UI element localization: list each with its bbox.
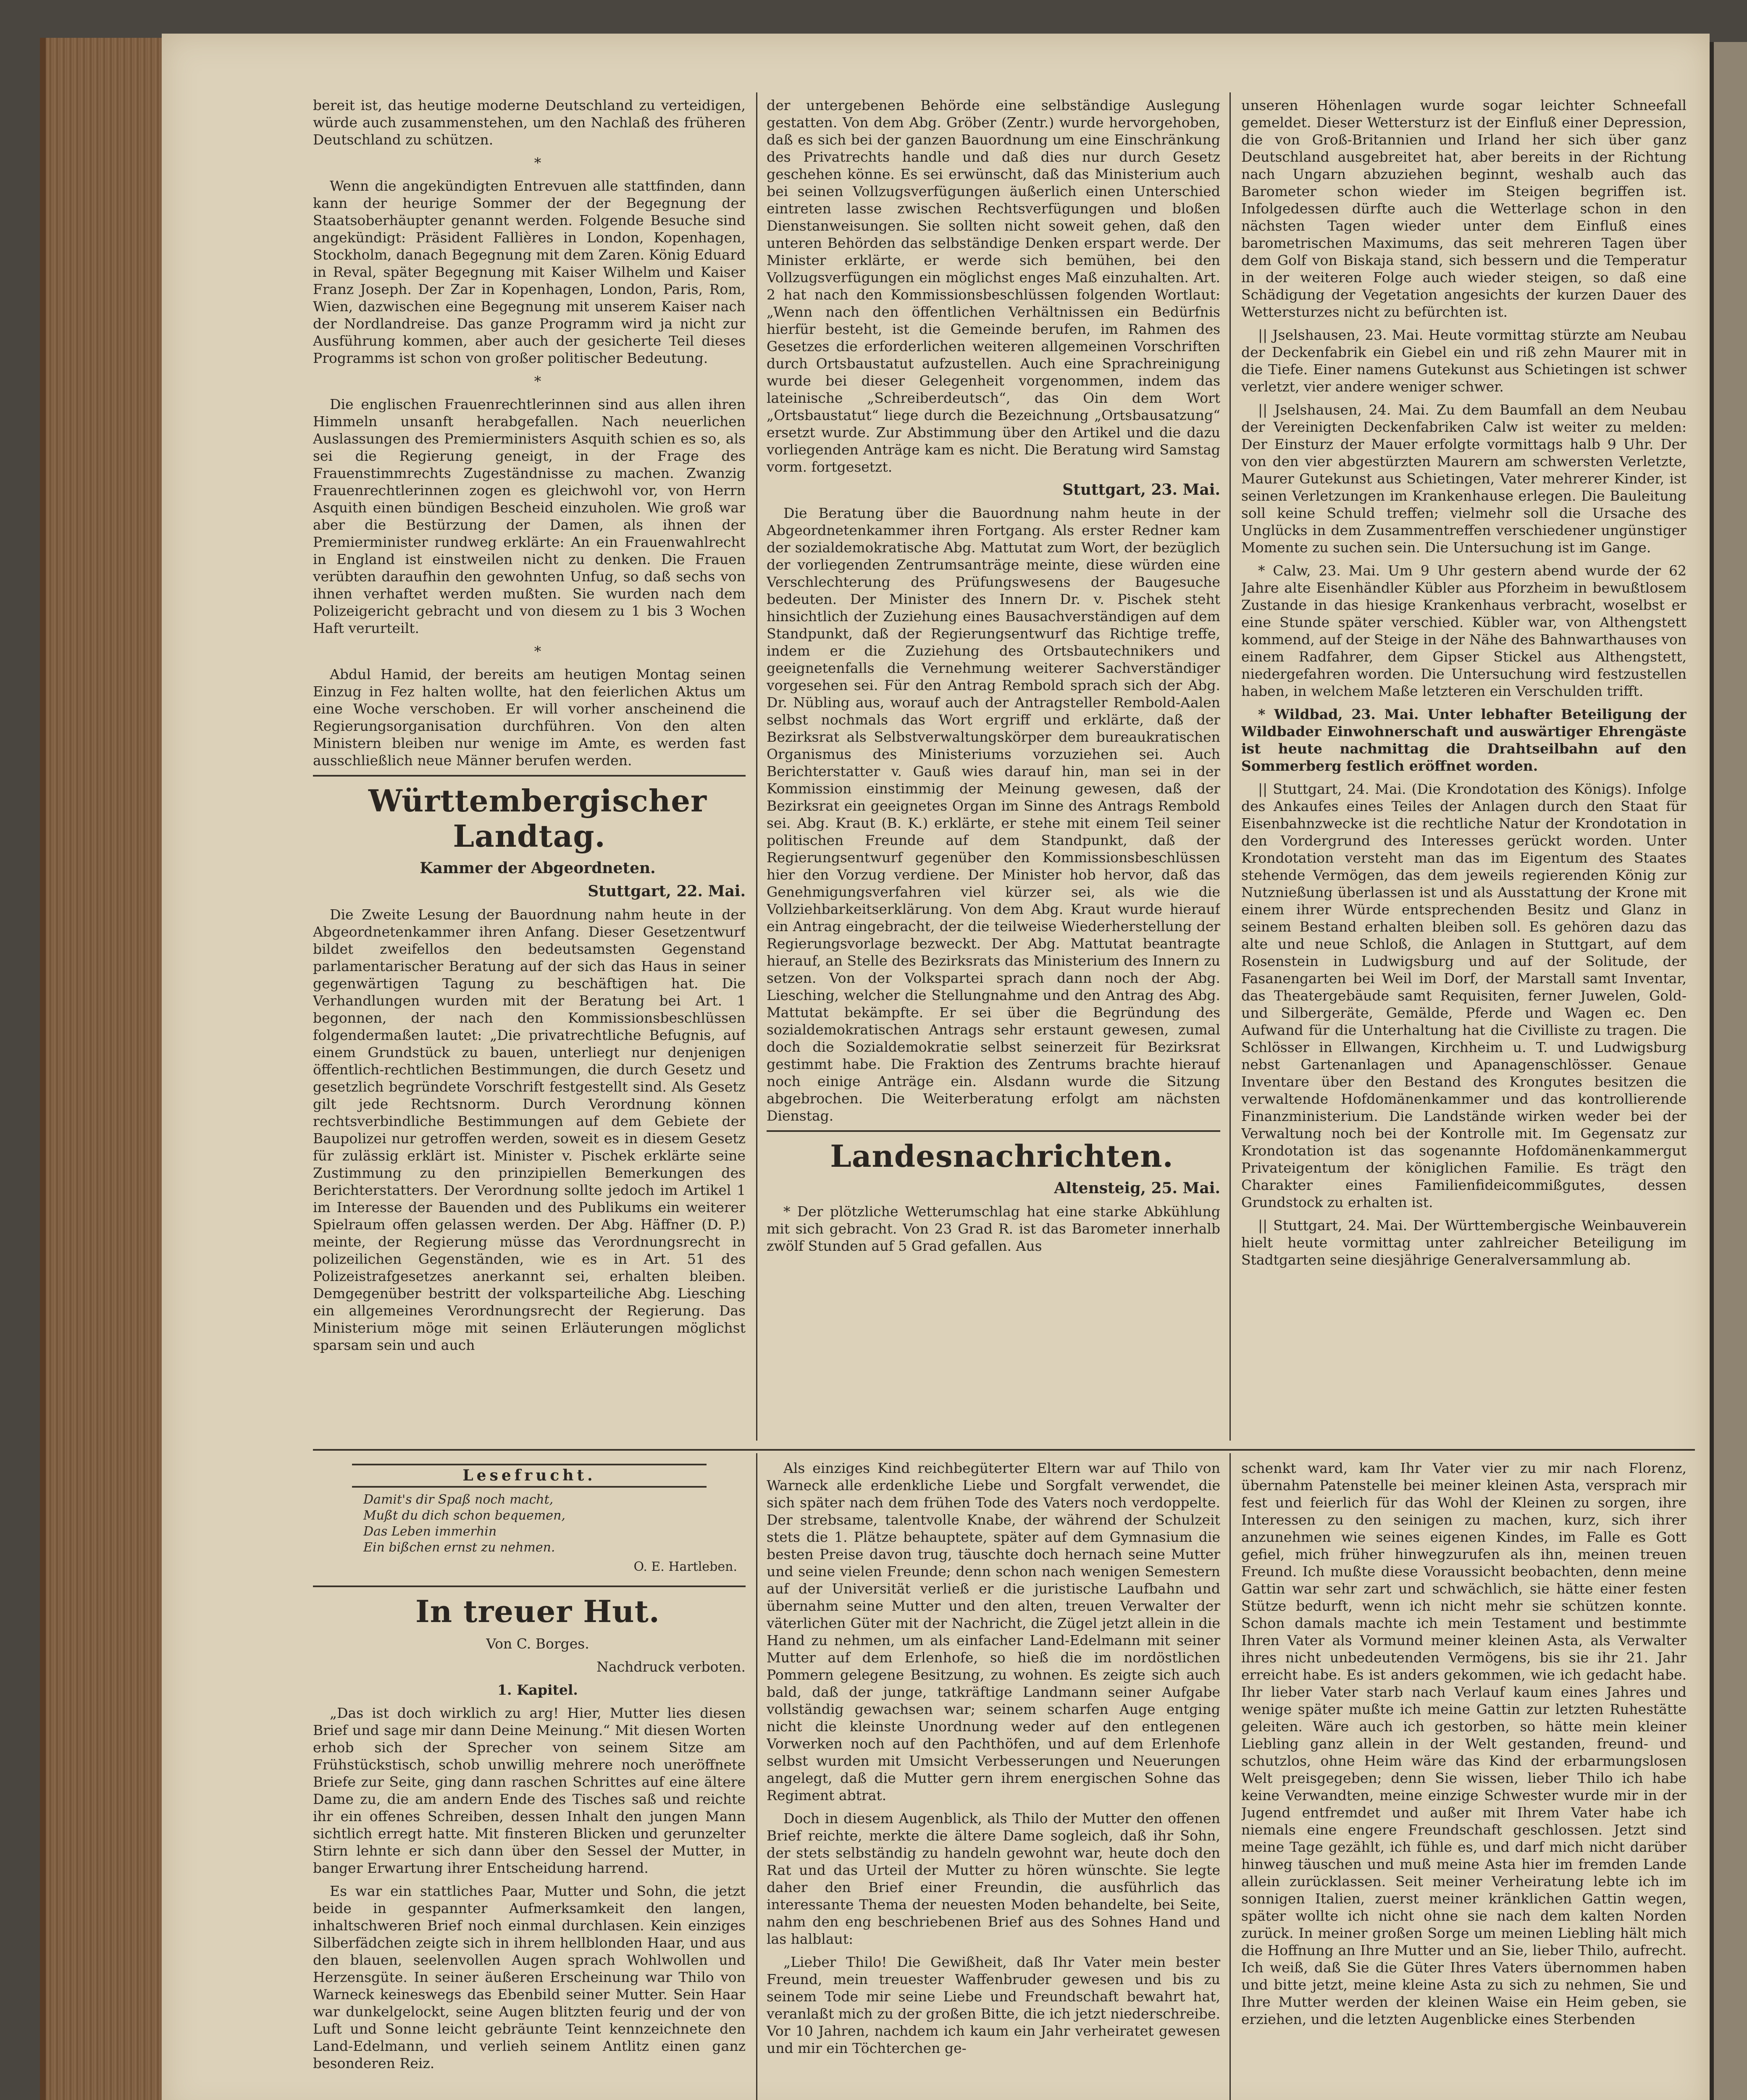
section-star: * <box>534 643 541 659</box>
article-bauordnung-continued: der untergebenen Behörde eine selbständige Auslegung gestatten. Von dem Abg. Gröber (Zentr.) wurde hervorgehoben, daß es sich bei der ganzen Bauordnung um eine Einschränkung des Privatrechts handle und daß dies nur durch Gesetz geschehen könne. Es sei erwünscht, daß das Ministerium auch bei seinen Vollzugsverfügungen äußerlich einen Unterschied eintreten lasse zwischen Rechtsverfügungen und bloßen Dienstanweisungen. Sie sollten nicht soweit gehen, daß den unteren Behörden das selbständige Denken erspart werde. Der Minister erklärte, er werde sich bemühen, bei den Vollzugsverfügungen ein möglichst enges Maß einzuhalten. Art. 2 hat nach den Kommissionsbeschlüssen folgenden Wortlaut: „Wenn nach den öffentlichen Verhältnissen ein Bedürfnis hierfür besteht, ist die Gemeinde berufen, im Rahmen des Gesetzes die erforderlichen weiteren allgemeinen Vorschriften durch Ortsbaustatut aufzustellen. Auch eine Sprachreinigung wurde bei dieser Gelegenheit vorgenommen, indem das lateinische „Schreiberdeutsch“, das Oin dem Wort „Ortsbaustatut“ liege durch die Bezeichnung „Ortsbausatzung“ ersetzt wurde. Zur Abstimmung über den Artikel und die dazu vorliegenden Anträge kam es nicht. Die Beratung wird Samstag vorm. fortgesetzt. <box>767 97 1220 475</box>
book-binding-edge <box>40 38 168 2100</box>
column-rule-2 <box>1229 92 1231 1441</box>
poem-line: Mußt du dich schon bequemen, <box>363 1508 565 1523</box>
article-wetter-continued: unseren Höhenlagen wurde sogar leichter Schneefall gemeldet. Dieser Wettersturz ist der Einfluß einer Depression, die von Groß-Britannien und Irland her sich über ganz Deutschland ausgebreitet hat, aber bereits in der Richtung nach Ungarn abzuziehen beginnt, weshalb auch das Barometer schon wieder im Steigen begriffen ist. Infolgedessen dürfte auch die Wetterlage schon in den nächsten Tagen wieder unter dem Einfluß eines barometrischen Maximums, das seit mehreren Tagen über dem Golf von Biskaja stand, sich bessern und die Temperatur in der weiteren Folge auch wieder steigen, so daß eine Schädigung der Vegetation angesichts der kurzen Dauer des Wettersturzes nicht zu befürchten ist. <box>1241 97 1687 320</box>
article-bauordnung-23: Die Beratung über die Bauordnung nahm heute in der Abgeordnetenkammer ihren Fortgang. Als erster Redner kam der sozialdemokratische Abg. Mattutat zum Wort, der bezüglich der vorliegenden Zentrumsanträge meinte, diese würden eine Verschlechterung des Prüfungswesens der Baugesuche bedeuten. Der Minister des Innern Dr. v. Pischek steht hinsichtlich der Zuziehung eines Bausachverständigen auf dem Standpunkt, daß der Regierungsentwurf das Richtige treffe, indem er die Zuziehung des Ortsbautechnikers und geeignetenfalls die Vernehmung weiterer Sachverständiger vorgesehen sei. Für den Antrag Rembold sprach sich der Abg. Dr. Nübling aus, worauf auch der Antragsteller Rembold-Aalen selbst nochmals das Wort ergriff und erklärte, daß der Bezirksrat als Selbstverwaltungskörper dem bureaukratischen Organismus des Ministeriums vorzuziehen sei. Auch Berichterstatter v. Gauß wies darauf hin, man sei in der Kommission einstimmig der Meinung gewesen, daß der Bezirksrat ein geeignetes Organ im Sinne des Antrags Rembold sei. Abg. Kraut (B. K.) erklärte, er stehe mit einem Teil seiner politischen Freunde auf dem Standpunkt, daß der Regierungsentwurf gegenüber den Kommissionsbeschlüssen hier den Vorzug verdiene. Der Minister hob hervor, daß das Genehmigungsverfahren viel kürzer sei, als wie die Vollziehbarkeitserklärung. Von dem Abg. Kraut wurde hierauf ein Antrag eingebracht, der die teilweise Wiederherstellung der Regierungsvorlage bezweckt. Der Abg. Mattutat beantragte hierauf, an Stelle des Bezirksrats das Ministerium des Innern zu setzen. Von der Volkspartei sprach dann noch der Abg. Liesching, welcher die Stellungnahme und den Antrag des Abg. Mattutat bekämpfte. Er sei über die Begründung des sozialdemokratischen Antrags sehr erstaunt gewesen, zumal doch die Sozialdemokratie selbst seinerzeit für Bezirksrat gestimmt habe. Die Fraktion des Zentrums brachte hierauf noch einige Anträge ein. Alsdann wurde die Sitzung abgebrochen. Die Weiterberatung erfolgt am nächsten Dienstag. <box>767 505 1220 1124</box>
column-1 <box>313 97 746 1441</box>
article-wildbad: * Wildbad, 23. Mai. Unter lebhafter Beteiligung der Wildbader Einwohnerschaft und auswärtiger Ehrengäste ist heute nachmittag die Drahtseilbahn auf den Sommerberg festlich eröffnet worden. <box>1241 706 1687 774</box>
lesefrucht-title: Lesefrucht. <box>352 1464 707 1488</box>
article-jselshausen-24: || Jselshausen, 24. Mai. Zu dem Baumfall an dem Neubau der Vereinigten Deckenfabriken Calw ist weiter zu melden: Der Einsturz der Mauer erfolgte vormittags halb 9 Uhr. Der von den vier abgestürzten Maurern am schwersten Verletzte, Maurer Gutekunst aus Schietingen, Vater mehrerer Kinder, ist seinen Verletzungen im Krankenhause erlegen. Die Bauleitung soll keine Schuld treffen; vielmehr soll die Ursache des Unglücks in dem Zusammentreffen verschiedener ungünstiger Momente zu suchen sein. Die Untersuchung ist im Gange. <box>1241 402 1687 556</box>
story-paragraph: Es war ein stattliches Paar, Mutter und Sohn, die jetzt beide in gespannter Aufmerksamkeit den langen, inhaltschweren Brief noch einmal durchlasen. Kein einziges Silberfädchen zeigte sich in ihrem hellblonden Haar, und aus den blauen, seelenvollen Augen sprach Wohlwollen und Herzensgüte. In seiner äußeren Erscheinung war Thilo von Warneck keineswegs das Ebenbild seiner Mutter. Sein Haar war dunkelgelockt, seine Augen blitzten feurig und der von Luft und Sonne leicht gebräunte Teint kennzeichnete den Land-Edelmann, und verlieh seinem Antlitz einen ganz besonderen Reiz. <box>313 1883 746 2071</box>
story-letter-continued: schenkt ward, kam Ihr Vater vier zu mir nach Florenz, übernahm Patenstelle bei meiner kleinen Asta, versprach mir fest und feierlich für das Wohl der Kleinen zu sorgen, ihre Interessen zu den seinigen zu machen, kurz, sich ihrer anzunehmen wie seines eigenen Kindes, im Falle es Gott gefiel, mich früher hinwegzurufen als ihn, meinen treuen Freund. Ich mußte diese Voraussicht beobachten, denn meine Gattin war sehr zart und schwächlich, sie hätte einer festen Stütze bedurft, wenn ich nicht mehr sie schützen konnte. Schon damals machte ich mein Testament und bestimmte Ihren Vater als Vormund meiner kleinen Asta, als Verwalter ihres nicht unbedeutenden Vermögens, bis sie ihr 21. Jahr erreicht habe. Es ist anders gekommen, wie ich gedacht habe. Ihr lieber Vater starb nach Verlauf kaum eines Jahres und wenige später mußte ich meine Gattin zur letzten Ruhestätte geleiten. Wäre auch ich gestorben, so hätte mein kleiner Liebling ganz allein in der Welt gestanden, freund- und schutzlos, ohne Heim wäre das Kind der erbarmungslosen Welt preisgegeben; denn Sie wissen, lieber Thilo ich habe keine Verwandten, meine einzige Schwester wurde mir in der Jugend entfremdet und außer mit Ihrem Vater habe ich niemals eine engere Freundschaft geschlossen. Jetzt sind meine Tage gezählt, ich fühle es, und darf mich nicht darüber hinweg täuschen und muß meine Asta hier im fremden Lande allein zurücklassen. Seit meiner Verheiratung lebte ich im sonnigen Italien, zuerst meiner kränklichen Gattin wegen, später wollte ich nicht ohne sie nach dem kalten Norden zurück. In meiner großen Sorge um meinen Liebling hält mich die Hoffnung an Ihre Mutter und an Sie, lieber Thilo, aufrecht. Ich weiß, daß Sie die Güter Ihres Vaters übernommen haben und bitte jetzt, meine kleine Asta zu sich zu nehmen, Sie und Ihre Mutter werden der kleinen Waise ein Heim geben, sie erziehen, und die letzten Augenblicke eines Sterbenden <box>1241 1460 1687 2027</box>
feuilleton-column-3 <box>1241 1460 1687 2100</box>
next-page-edge <box>1705 42 1747 2100</box>
poem-line: Ein bißchen ernst zu nehmen. <box>363 1540 555 1555</box>
article-weinbauverein: || Stuttgart, 24. Mai. Der Württembergische Weinbauverein hielt heute vormittag unter zahlreicher Beteiligung im Stadtgarten seine diesjährige Generalversammlung ab. <box>1241 1217 1687 1268</box>
feuilleton-separator <box>313 1449 1695 1451</box>
article-intro: bereit ist, das heutige moderne Deutschland zu verteidigen, würde auch zusammenstehen, um den Nachlaß des früheren Deutschland zu schützen. <box>313 97 746 148</box>
section-rule <box>313 775 746 777</box>
lesefrucht-poem <box>363 1492 746 1556</box>
story-paragraph: Doch in diesem Augenblick, als Thilo der Mutter den offenen Brief reichte, merkte die ältere Dame sogleich, daß ihr Sohn, der stets selbständig zu handeln gewohnt war, heute doch den Rat und das Urteil der Mutter zu hören wünschte. Sie legte daher den Brief einer Freundin, die ausführlich das interessante Thema der neuesten Moden behandelte, bei Seite, nahm den eng beschriebenen Brief aus des Sohnes Hand und las halblaut: <box>767 1810 1220 1947</box>
article-jselshausen-23: || Jselshausen, 23. Mai. Heute vormittag stürzte am Neubau der Deckenfabrik ein Giebel ein und riß zehn Maurer mit in die Tiefe. Einer namens Gutekunst aus Schietingen ist schwer verletzt, vier andere weniger schwer. <box>1241 327 1687 395</box>
story-paragraph: „Das ist doch wirklich zu arg! Hier, Mutter lies diesen Brief und sage mir dann Deine Meinung.“ Mit diesen Worten erhob sich der Sprecher von seinem Sitze am Frühstückstisch, schob unwillig mehrere noch uneröffnete Briefe zur Seite, ging dann raschen Schrittes auf eine ältere Dame zu, die am andern Ende des Tisches saß und reichte ihr ein offenes Schreiben, dessen Inhalt den jungen Mann sichtlich erregt hatte. Mit finsteren Blicken und gerunzelter Stirn lehnte er sich dann über den Sessel der Mutter, in banger Erwartung ihrer Entscheidung harrend. <box>313 1705 746 1876</box>
copyright-note: Nachdruck verboten. <box>596 1659 746 1675</box>
story-paragraph: Als einziges Kind reichbegüterter Eltern war auf Thilo von Warneck alle erdenkliche Liebe und Sorgfalt verwendet, die sich später nach dem frühen Tode des Vaters noch verdoppelte. Der strebsame, talentvolle Knabe, der während der Schulzeit stets die 1. Plätze behauptete, später auf dem Gymnasium die besten Preise davon trug, täuschte doch hernach seine Mutter und seine vielen Freunde; denn schon nach wenigen Semestern auf der Universität verließ er die juristische Laufbahn und übernahm seine Mutter und den alten, treuen Verwalter der väterlichen Güter mit der Nachricht, die Zügel jetzt allein in die Hand zu nehmen, um als einfacher Land-Edelmann mit seiner Mutter auf dem Erlenhofe, so hieß die im nordöstlichen Pommern gelegene Besitzung, zu wohnen. Es zeigte sich auch bald, daß der junge, tatkräftige Landmann seiner Aufgabe vollständig gewachsen war; seinem scharfen Auge entging nicht die kleinste Unordnung weder auf den entlegenen Vorwerken noch auf den Pachthöfen, und auf dem Erlenhofe selbst wurden mit Umsicht Verbesserungen und Neuerungen angelegt, daß die Mutter gern ihrem energischen Sohne das Regiment abtrat. <box>767 1460 1220 1803</box>
column-2 <box>767 97 1220 1441</box>
article-frauenrechtlerinnen: Die englischen Frauenrechtlerinnen sind aus allen ihren Himmeln unsanft herabgefallen. Nach neuerlichen Auslassungen des Premierministers Asquith schien es so, als sei die Regierung geneigt, in der Frage des Frauenstimmrechts Zugeständnisse zu machen. Zwanzig Frauenrechtlerinnen zogen es gleichwohl vor, von Herrn Asquith einen bündigen Bescheid einzuholen. Wie groß war aber die Bestürzung der Damen, als ihnen der Premierminister rundweg erklärte: An ein Frauenwahlrecht in England ist einstweilen nicht zu denken. Die Frauen verübten daraufhin den gewohnten Unfug, so daß sechs von ihnen verhaftet werden mußten. Sie wurden nach dem Polizeigericht gebracht und von diesem zu 1 bis 3 Wochen Haft verurteilt. <box>313 396 746 636</box>
chapter-heading: 1. Kapitel. <box>497 1682 578 1698</box>
column-rule-3 <box>756 1453 757 2100</box>
section-star: * <box>534 373 541 389</box>
story-author: Von C. Borges. <box>486 1635 589 1652</box>
column-rule-1 <box>756 92 757 1441</box>
newspaper-page <box>162 34 1710 2100</box>
story-title: In treuer Hut. <box>415 1593 660 1629</box>
section-rule <box>313 1586 746 1587</box>
feuilleton-column-2 <box>767 1460 1220 2100</box>
story-letter: „Lieber Thilo! Die Gewißheit, daß Ihr Vater mein bester Freund, mein treuester Waffenbruder gewesen und bis zu seinem Tode mir seine Liebe und Freundschaft bewahrt hat, veranlaßt mich zu der großen Bitte, die ich jetzt niederschreibe. Vor 10 Jahren, nachdem ich kaum ein Jahr verheiratet gewesen und mir ein Töchterchen ge- <box>767 1954 1220 2056</box>
poem-line: Damit's dir Spaß noch macht, <box>363 1492 554 1507</box>
landtag-dateline: Stuttgart, 22. Mai. <box>588 882 746 900</box>
article-wetterumschlag: * Der plötzliche Wetterumschlag hat eine starke Abkühlung mit sich gebracht. Von 23 Grad R. ist das Barometer innerhalb zwölf Stunden auf 5 Grad gefallen. Aus <box>767 1203 1220 1254</box>
article-calw: * Calw, 23. Mai. Um 9 Uhr gestern abend wurde der 62 Jahre alte Eisenhändler Kübler aus Pforzheim in bewußtlosem Zustande in das hiesige Krankenhaus verbracht, woselbst er eine Stunde später verschied. Kübler war, von Altheng​stett kommend, auf der Steige in der Nähe des Bahnwarthauses von einem Radfahrer, dem Gipser Stickel aus Althengstett, niedergefahren worden. Die Untersuchung wird festzustellen haben, in welchem Maße letzteren ein Verschulden trifft. <box>1241 562 1687 699</box>
landtag-heading: Württembergischer Landtag. <box>368 783 707 854</box>
article-krondotation: || Stuttgart, 24. Mai. (Die Krondotation des Königs). Infolge des Ankaufes eines Teiles der Anlagen durch den Staat für Eisenbahnzwecke ist die rechtliche Natur der Krondotation in den Vordergrund des Interesses gerückt worden. Unter Krondotation versteht man das im Eigentum des Staates stehende Vermögen, das dem jeweils regierenden König zur Nutznießung überlassen ist und als Ausstattung der Krone mit einem ihrer Würde entsprechenden Besitz und Glanz in seinem Bestand erhalten bleiben soll. Es gehören dazu das alte und neue Schloß, die Anlagen in Stuttgart, auf dem Rosenstein in Ludwigsburg und auf der Solitude, der Fasanengarten bei Weil im Dorf, der Marstall samt Inventar, das Theatergebäude samt Requisiten, ferner Juwelen, Gold- und Silbergeräte, Gemälde, Pferde und Wagen ec. Den Aufwand für die Unterhaltung hat die Civilliste zu tragen. Die Schlösser in Ellwangen, Kirchheim u. T. und Ludwigsburg nebst Gartenanlagen und Apanagenschlösser. Genaue Inventare über den Bestand des Krongutes besitzen die verwaltende Hofdomänenkammer und das kontrollierende Finanzministerium. Die Landstände wirken weder bei der Verwaltung noch bei der Kontrolle mit. Im Gegensatz zur Krondotation ist das sogenannte Hofdomänenkammergut Privateigentum der königlichen Familie. Es trägt den Charakter eines Familienfideicommißgutes, dessen Grundstock zu erhalten ist. <box>1241 781 1687 1210</box>
landtag-subheading: Kammer der Abgeordneten. <box>420 859 656 877</box>
section-rule <box>767 1130 1220 1132</box>
bauordnung-dateline: Stuttgart, 23. Mai. <box>1062 481 1220 499</box>
article-landtag-body: Die Zweite Lesung der Bauordnung nahm heute in der Abgeordnetenkammer ihren Anfang. Dieser Gesetzentwurf bildet zweifellos den bedeutsamsten Gegenstand parlamentarischer Beratung auf der sich das Haus in seiner gegenwärtigen Tagung zu beschäftigen hat. Die Verhandlungen wurden mit der Beratung bei Art. 1 begonnen, der nach den Kommissionsbeschlüssen folgendermaßen lautet: „Die privatrechtliche Befugnis, auf einem Grundstück zu bauen, unterliegt nur denjenigen öffentlich-rechtlichen Bestimmungen, die durch Gesetz und gesetzlich begründete Vorschrift festgestellt sind. Als Gesetz gilt jede Rechtsnorm. Durch Verordnung können rechtsverbindliche Bestimmungen auf dem Gebiete der Baupolizei nur getroffen werden, soweit es in diesem Gesetz für zulässig erklärt ist. Minister v. Pischek erklärte seine Zustimmung zu den prinzipiellen Bemerkungen des Berichterstatters. Der Verordnung sollte jedoch im Artikel 1 im Interesse der Bauenden und des Publikums ein weiterer Spielraum offen gelassen werden. Der Abg. Häffner (D. P.) meinte, der Regierung müsse das Verordnungsrecht in polizeilichen Gegenständen, wie es in Art. 51 des Polizeistrafgesetzes anerkannt sei, erhalten bleiben. Demgegenüber bestritt der volksparteiliche Abg. Liesching ein allgemeines Verordnungsrecht der Regierung. Das Ministerium möge mit seinen Erläuterungen möglichst sparsam sein und auch <box>313 906 746 1353</box>
article-abdul-hamid: Abdul Hamid, der bereits am heutigen Montag seinen Einzug in Fez halten wollte, hat den feierlichen Aktus um eine Woche verschoben. Er will vorher anscheinend die Regierungsorganisation durchführen. Von den alten Ministern bleiben nur wenige im Amte, es werden fast ausschließlich neue Männer berufen werden. <box>313 666 746 769</box>
landesnachrichten-dateline: Altensteig, 25. Mai. <box>1054 1179 1220 1197</box>
article-entrevuen: Wenn die angekündigten Entrevuen alle stattfinden, dann kann der heurige Sommer der der Begegnung der Staatsoberhäupter genannt werden. Folgende Besuche sind angekündigt: Präsident Fallières in London, Kopenhagen, Stockholm, danach Begegnung mit dem Zaren. König Eduard in Reval, später Begegnung mit Kaiser Wilhelm und Kaiser Franz Joseph. Der Zar in Kopenhagen, London, Paris, Rom, Wien, dazwischen eine Begegnung mit unserem Kaiser nach der Nordlandreise. Das ganze Programm wird ja nicht zur Ausführung kommen, aber auch der gesicherte Teil dieses Programms ist schon von großer politischer Bedeutung. <box>313 178 746 366</box>
poem-line: Das Leben immerhin <box>363 1524 497 1539</box>
landesnachrichten-heading: Landesnachrichten. <box>830 1138 1174 1174</box>
section-star: * <box>534 155 541 171</box>
feuilleton-column-1 <box>313 1460 746 2100</box>
column-3 <box>1241 97 1687 1441</box>
poem-author: O. E. Hartleben. <box>633 1559 737 1574</box>
column-rule-4 <box>1229 1453 1231 2100</box>
